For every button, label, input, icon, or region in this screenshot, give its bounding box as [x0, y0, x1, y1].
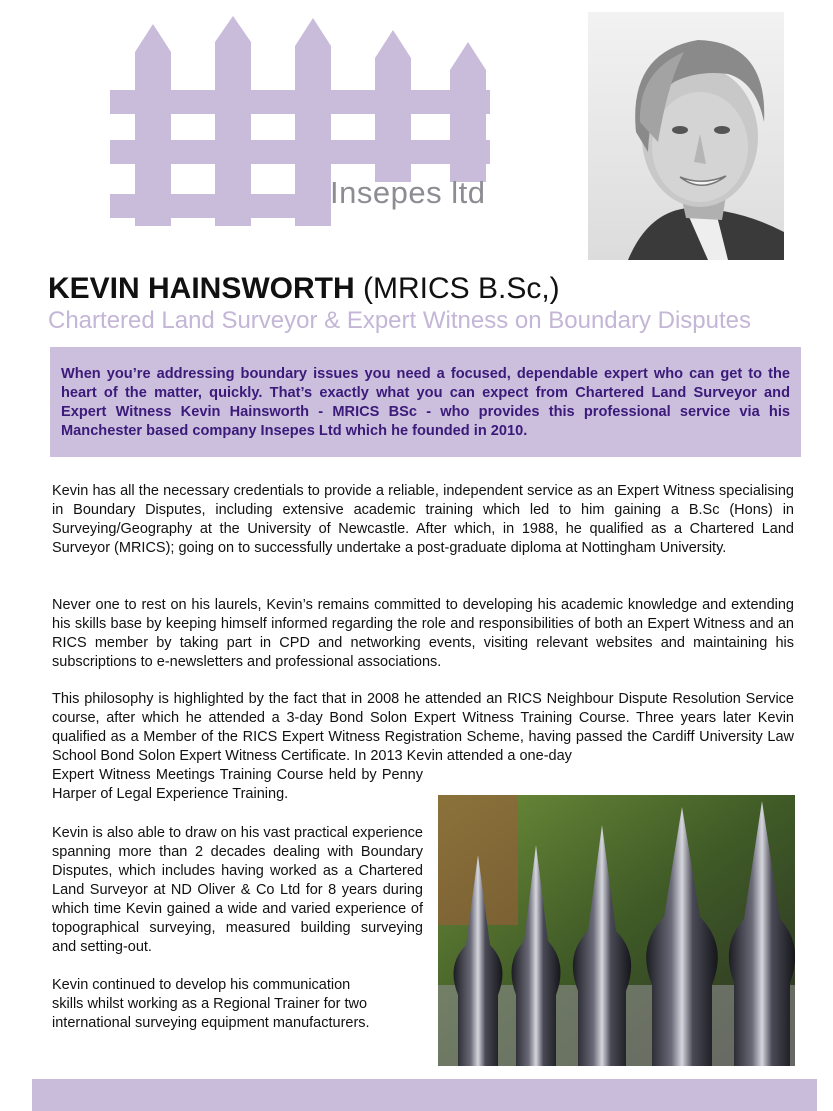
railings-icon: [438, 795, 795, 1066]
portrait-photo: [588, 12, 784, 260]
paragraph-experience: Kevin is also able to draw on his vast practical experience spanning more than 2 decades dealing with Boundary Disputes, which includes having worked as a Chartered Land Surveyor at ND Oliver & Co Ltd for 8 years during which time Kevin gained a wide and varied experience of topographical surveying, measured building surveying and setting-out.: [52, 825, 423, 955]
trainer-line: Kevin continued to develop his communication: [52, 977, 351, 993]
iron-railings-photo: [438, 795, 795, 1066]
intro-box: [50, 347, 801, 457]
footer-band: [32, 1079, 817, 1111]
page-title: [48, 272, 560, 306]
person-name: KEVIN HAINSWORTH: [48, 272, 355, 305]
portrait-icon: [588, 12, 784, 260]
paragraph-philosophy: This philosophy is highlighted by the fact that in 2008 he attended an RICS Neighbour Dispute Resolution Service course, after which he attended a 3-day Bond Solon Expert Witness Training Course. Three years later Kevin qualified as a Member of the RICS Expert Witness Registration Scheme, having passed the Cardiff University Law School Bond Solon Expert Witness Certificate. In 2013 Kevin attended a one-day: [52, 691, 794, 764]
paragraph-development: Never one to rest on his laurels, Kevin’s remains committed to developing his academic knowledge and extending his skills base by keeping himself informed regarding the role and responsibilities of both an Expert Witness and an RICS member by taking part in CPD and networking events, visiting relevant websites and maintaining his subscriptions to e-newsletters and professional associations.: [52, 597, 794, 670]
intro-text: When you’re addressing boundary issues you need a focused, dependable expert who can get to the heart of the matter, quickly. That’s exactly what you can expect from Chartered Land Surveyor and Expert Witness Kevin Hainsworth - MRICS BSc - who provides this professional service via his Manchester based company Insepes Ltd which he founded in 2010.: [61, 366, 790, 439]
page-subtitle: Chartered Land Surveyor & Expert Witness on Boundary Disputes: [48, 307, 752, 334]
person-credentials: (MRICS B.Sc,): [354, 272, 560, 305]
paragraph-credentials: Kevin has all the necessary credentials to provide a reliable, independent service as an Expert Witness specialising in Boundary Disputes, including extensive academic training which led to him gaining a B.Sc (Hons) in Surveying/Geography at the University of Newcastle. After which, in 1988, he qualified as a Chartered Land Surveyor (MRICS); going on to successfully undertake a post-graduate diploma at Nottingham University.: [52, 483, 794, 556]
trainer-line: skills whilst working as a Regional Trainer for two: [52, 996, 368, 1012]
trainer-line: international surveying equipment manufacturers.: [52, 1015, 370, 1031]
paragraph-trainer: [52, 976, 432, 1033]
logo-text: Insepes ltd: [330, 175, 486, 210]
paragraph-philosophy-continued: Expert Witness Meetings Training Course held by Penny Harper of Legal Experience Training.: [52, 767, 423, 802]
